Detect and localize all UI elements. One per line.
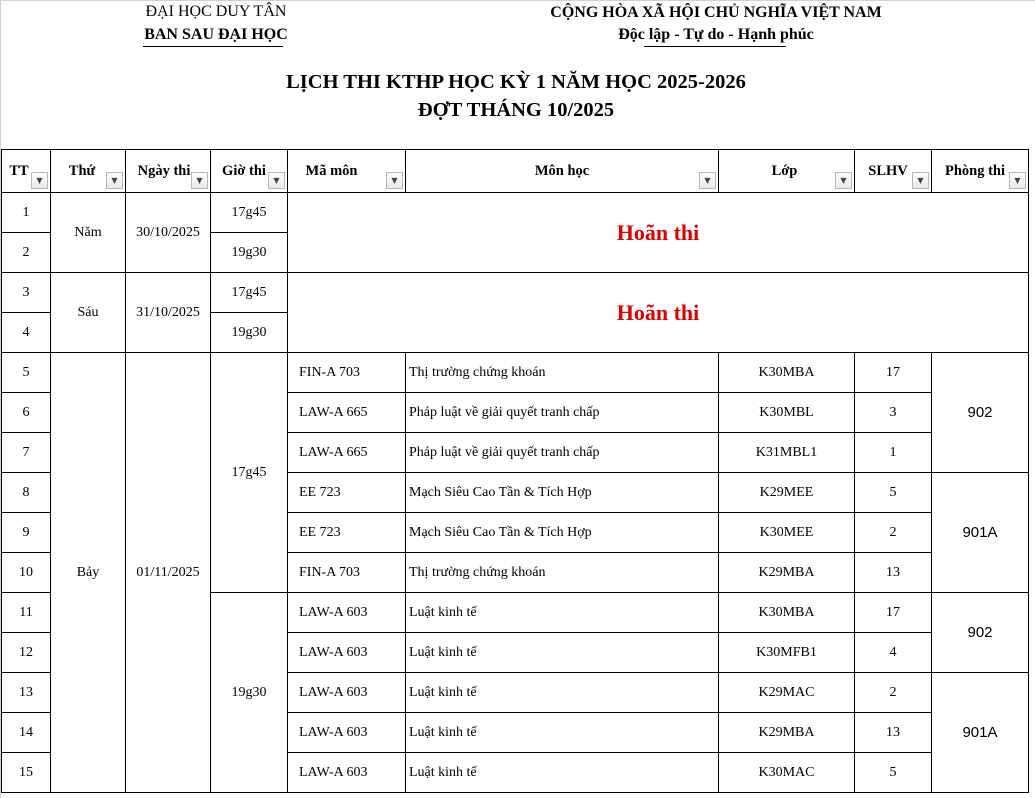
cell-mon-hoc[interactable]: Mạch Siêu Cao Tần & Tích Hợp [406,473,719,513]
cell-mon-hoc[interactable]: Thị trường chứng khoán [406,353,719,393]
cell-ma-mon[interactable]: LAW-A 603 [288,633,406,673]
cell-gio[interactable]: 17g45 [211,273,288,313]
dropdown-arrow-icon[interactable]: ▼ [191,172,208,189]
cell-ma-mon[interactable]: FIN-A 703 [288,353,406,393]
table-row [2,193,1029,233]
table-row [2,273,1029,313]
column-header-ngay: Ngày thi ▼ [126,150,211,193]
column-header-mon-hoc: Môn học ▼ [406,150,719,193]
table-row [2,353,1029,393]
cell-slhv[interactable]: 17 [855,353,932,393]
column-header-ma-mon: Mã môn ▼ [288,150,406,193]
cell-lop[interactable]: K30MBL [719,393,855,433]
exam-schedule-table [1,149,1029,793]
cell-phong[interactable]: 901A [932,473,1029,593]
republic-name: CỘNG HÒA XÃ HỘI CHỦ NGHĨA VIỆT NAM [550,4,882,21]
cell-slhv[interactable]: 3 [855,393,932,433]
cell-slhv[interactable]: 2 [855,673,932,713]
cell-slhv[interactable]: 13 [855,553,932,593]
dropdown-arrow-icon[interactable]: ▼ [699,172,716,189]
cell-lop[interactable]: K30MFB1 [719,633,855,673]
cell-ma-mon[interactable]: EE 723 [288,473,406,513]
cell-ngay[interactable]: 01/11/2025 [126,353,211,793]
cell-tt[interactable]: 9 [2,513,51,553]
cell-gio[interactable]: 19g30 [211,593,288,793]
cell-ma-mon[interactable]: EE 723 [288,513,406,553]
cell-slhv[interactable]: 2 [855,513,932,553]
column-header-thu: Thứ ▼ [51,150,126,193]
national-motto: Độc lập - Tự do - Hạnh phúc [618,26,814,43]
cell-ma-mon[interactable]: LAW-A 603 [288,593,406,633]
dropdown-arrow-icon[interactable]: ▼ [268,172,285,189]
cell-lop[interactable]: K30MBA [719,353,855,393]
cell-tt[interactable]: 1 [2,193,51,233]
cell-phong[interactable]: 902 [932,593,1029,673]
cell-gio[interactable]: 19g30 [211,233,288,273]
column-header-lop: Lớp ▼ [719,150,855,193]
dropdown-arrow-icon[interactable]: ▼ [912,172,929,189]
cell-gio[interactable]: 17g45 [211,353,288,593]
cell-ma-mon[interactable]: LAW-A 665 [288,433,406,473]
cell-tt[interactable]: 4 [2,313,51,353]
column-header-slhv: SLHV ▼ [855,150,932,193]
cell-lop[interactable]: K29MBA [719,553,855,593]
cell-thu[interactable]: Năm [51,193,126,273]
cell-lop[interactable]: K31MBL1 [719,433,855,473]
cell-phong[interactable]: 902 [932,353,1029,473]
cell-tt[interactable]: 12 [2,633,51,673]
cell-ngay[interactable]: 30/10/2025 [126,193,211,273]
cell-ma-mon[interactable]: LAW-A 603 [288,753,406,793]
cell-slhv[interactable]: 4 [855,633,932,673]
cell-lop[interactable]: K29MAC [719,673,855,713]
schedule-subtitle: ĐỢT THÁNG 10/2025 [417,99,615,121]
dropdown-arrow-icon[interactable]: ▼ [31,172,48,189]
column-header-tt: TT ▼ [2,150,51,193]
cell-mon-hoc[interactable]: Pháp luật về giải quyết tranh chấp [406,433,719,473]
dropdown-arrow-icon[interactable]: ▼ [386,172,403,189]
cell-lop[interactable]: K29MBA [719,713,855,753]
cell-mon-hoc[interactable]: Luật kinh tế [406,753,719,793]
cell-ngay[interactable]: 31/10/2025 [126,273,211,353]
cell-tt[interactable]: 15 [2,753,51,793]
university-name: ĐẠI HỌC DUY TÂN [145,3,287,20]
cell-mon-hoc[interactable]: Mạch Siêu Cao Tần & Tích Hợp [406,513,719,553]
cell-tt[interactable]: 7 [2,433,51,473]
cell-tt[interactable]: 10 [2,553,51,593]
cell-gio[interactable]: 17g45 [211,193,288,233]
motto-underline [644,46,786,47]
cell-tt[interactable]: 8 [2,473,51,513]
cell-thu[interactable]: Sáu [51,273,126,353]
cell-slhv[interactable]: 17 [855,593,932,633]
cell-slhv[interactable]: 13 [855,713,932,753]
cell-lop[interactable]: K30MBA [719,593,855,633]
cell-ma-mon[interactable]: LAW-A 603 [288,713,406,753]
cell-slhv[interactable]: 5 [855,753,932,793]
postponed-cell[interactable]: Hoãn thi [288,193,1029,273]
cell-phong[interactable]: 901A [932,673,1029,793]
cell-lop[interactable]: K30MEE [719,513,855,553]
cell-mon-hoc[interactable]: Luật kinh tế [406,673,719,713]
cell-tt[interactable]: 5 [2,353,51,393]
cell-lop[interactable]: K30MAC [719,753,855,793]
cell-tt[interactable]: 2 [2,233,51,273]
cell-tt[interactable]: 6 [2,393,51,433]
department-name: BAN SAU ĐẠI HỌC [144,26,288,43]
cell-gio[interactable]: 19g30 [211,313,288,353]
cell-ma-mon[interactable]: FIN-A 703 [288,553,406,593]
cell-tt[interactable]: 13 [2,673,51,713]
cell-mon-hoc[interactable]: Luật kinh tế [406,593,719,633]
cell-mon-hoc[interactable]: Pháp luật về giải quyết tranh chấp [406,393,719,433]
schedule-title: LỊCH THI KTHP HỌC KỲ 1 NĂM HỌC 2025-2026 [286,71,746,93]
department-underline [143,46,283,47]
dropdown-arrow-icon[interactable]: ▼ [835,172,852,189]
cell-mon-hoc[interactable]: Luật kinh tế [406,633,719,673]
cell-tt[interactable]: 14 [2,713,51,753]
cell-tt[interactable]: 11 [2,593,51,633]
cell-ma-mon[interactable]: LAW-A 665 [288,393,406,433]
cell-mon-hoc[interactable]: Thị trường chứng khoán [406,553,719,593]
cell-thu[interactable]: Bảy [51,353,126,793]
postponed-cell[interactable]: Hoãn thi [288,273,1029,353]
cell-tt[interactable]: 3 [2,273,51,313]
column-header-phong: Phòng thi ▼ [932,150,1029,193]
cell-mon-hoc[interactable]: Luật kinh tế [406,713,719,753]
dropdown-arrow-icon[interactable]: ▼ [106,172,123,189]
dropdown-arrow-icon[interactable]: ▼ [1009,172,1026,189]
cell-lop[interactable]: K29MEE [719,473,855,513]
cell-slhv[interactable]: 1 [855,433,932,473]
column-header-gio: Giờ thi ▼ [211,150,288,193]
cell-ma-mon[interactable]: LAW-A 603 [288,673,406,713]
cell-slhv[interactable]: 5 [855,473,932,513]
header-row [2,150,1029,193]
